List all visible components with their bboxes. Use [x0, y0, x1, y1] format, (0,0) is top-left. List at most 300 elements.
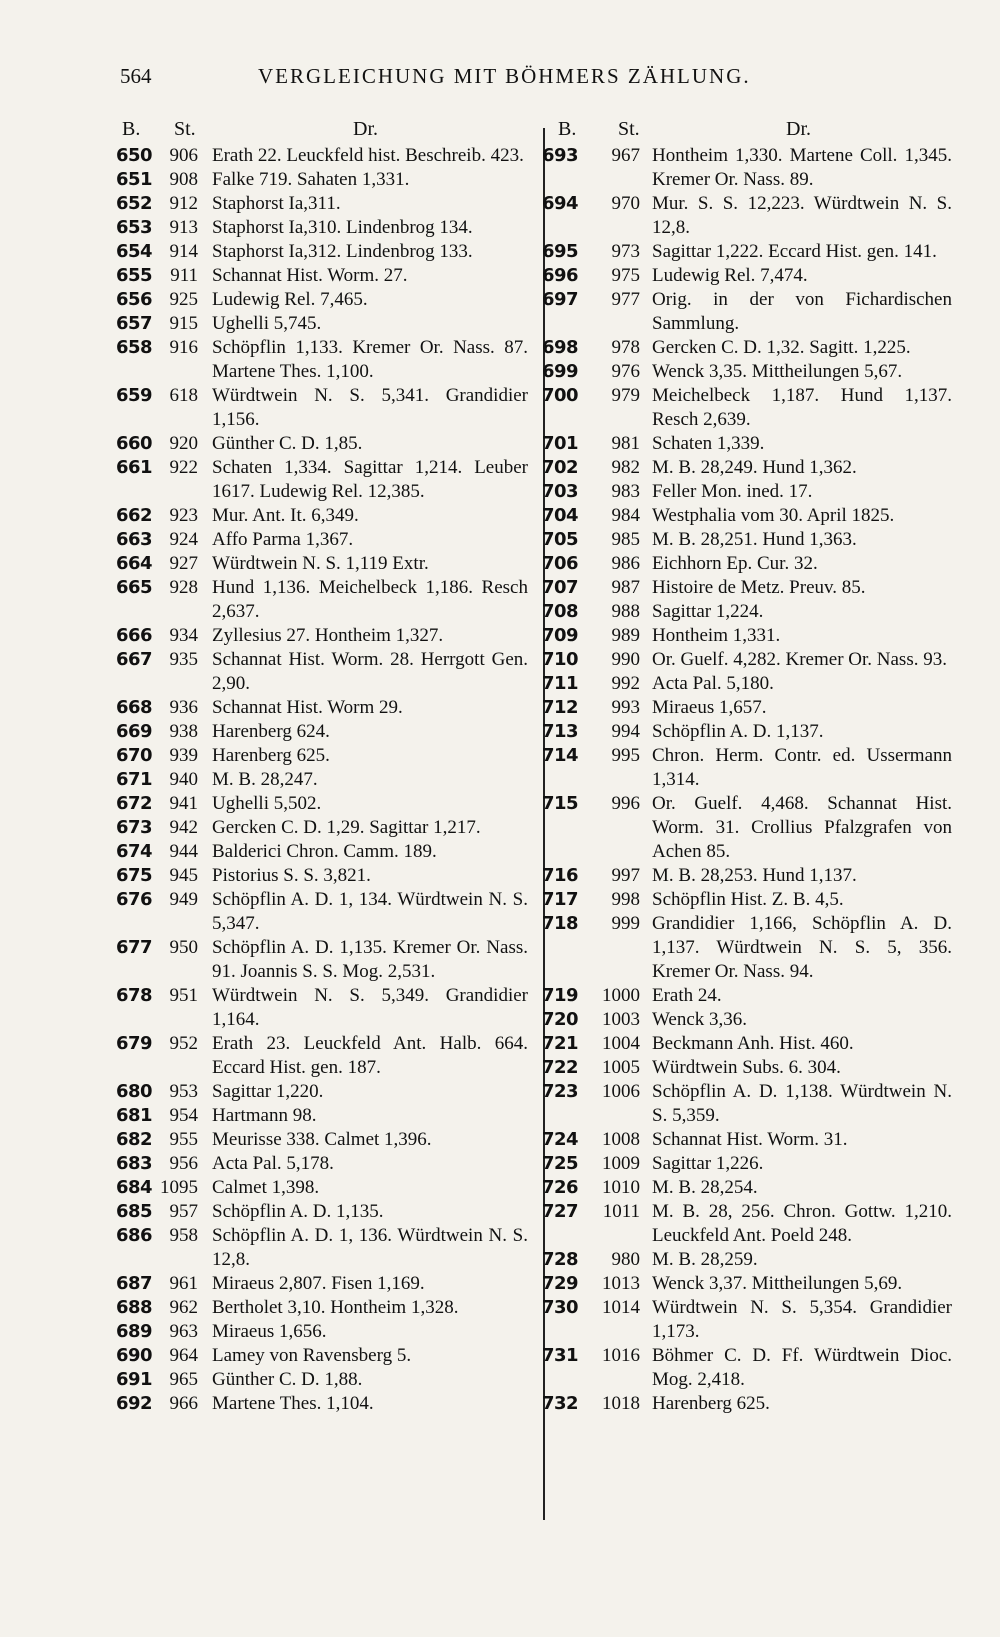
- print-references: Miraeus 1,657.: [652, 697, 767, 718]
- stumpf-number: 935: [169, 649, 198, 670]
- concordance-entry: [108, 1200, 540, 1224]
- print-references: Schöpflin 1,133. Kremer Or. Nass. 87. Martene Thes. 1,100.: [212, 337, 528, 382]
- concordance-entry: [108, 384, 540, 432]
- boehmer-number: 718: [542, 913, 579, 934]
- stumpf-number: 997: [611, 865, 640, 886]
- boehmer-number: 731: [542, 1345, 579, 1366]
- stumpf-number: 911: [170, 265, 198, 286]
- concordance-entry: [108, 864, 540, 888]
- concordance-entry: [108, 1176, 540, 1200]
- print-references: Lamey von Ravensberg 5.: [212, 1345, 412, 1366]
- concordance-entry: [540, 432, 980, 456]
- concordance-entry: [540, 720, 980, 744]
- boehmer-number: 667: [116, 649, 153, 670]
- left-column: [108, 118, 540, 1416]
- print-references: Beckmann Anh. Hist. 460.: [652, 1033, 854, 1054]
- concordance-entry: [540, 1296, 980, 1344]
- stumpf-number: 912: [169, 193, 198, 214]
- stumpf-number: 1010: [602, 1177, 640, 1198]
- concordance-entry: [108, 1272, 540, 1296]
- concordance-entry: [108, 1032, 540, 1080]
- print-references: Würdtwein N. S. 5,354. Grandidier 1,173.: [652, 1297, 952, 1342]
- boehmer-number: 696: [542, 265, 579, 286]
- concordance-entry: [108, 1128, 540, 1152]
- concordance-entry: [108, 432, 540, 456]
- concordance-entry: [540, 600, 980, 624]
- stumpf-number: 1018: [602, 1393, 640, 1414]
- print-references: Martene Thes. 1,104.: [212, 1393, 374, 1414]
- boehmer-number: 679: [116, 1033, 153, 1054]
- boehmer-number: 712: [542, 697, 579, 718]
- boehmer-number: 658: [116, 337, 153, 358]
- print-references: Grandidier 1,166, Schöpflin A. D. 1,137. Würdtwein N. S. 5, 356. Kremer Or. Nass. 94.: [652, 913, 952, 982]
- stumpf-number: 993: [611, 697, 640, 718]
- concordance-entry: [540, 1176, 980, 1200]
- stumpf-number: 908: [169, 169, 198, 190]
- concordance-entry: [108, 1392, 540, 1416]
- concordance-entry: [540, 144, 980, 192]
- boehmer-number: 727: [542, 1201, 579, 1222]
- stumpf-number: 986: [611, 553, 640, 574]
- stumpf-number: 1095: [160, 1177, 198, 1198]
- print-references: Meichelbeck 1,187. Hund 1,137. Resch 2,639.: [652, 385, 952, 430]
- boehmer-number: 651: [116, 169, 153, 190]
- print-references: Meurisse 338. Calmet 1,396.: [212, 1129, 432, 1150]
- boehmer-number: 685: [116, 1201, 153, 1222]
- stumpf-number: 1013: [602, 1273, 640, 1294]
- boehmer-number: 670: [116, 745, 153, 766]
- concordance-entry: [540, 696, 980, 720]
- boehmer-number: 732: [542, 1393, 579, 1414]
- stumpf-number: 923: [169, 505, 198, 526]
- stumpf-number: 939: [169, 745, 198, 766]
- boehmer-number: 654: [116, 241, 153, 262]
- concordance-entry: [108, 552, 540, 576]
- boehmer-number: 728: [542, 1249, 579, 1270]
- boehmer-number: 673: [116, 817, 153, 838]
- print-references: Würdtwein N. S. 1,119 Extr.: [212, 553, 429, 574]
- stumpf-number: 988: [611, 601, 640, 622]
- stumpf-number: 975: [611, 265, 640, 286]
- stumpf-number: 958: [169, 1225, 198, 1246]
- concordance-entry: [540, 888, 980, 912]
- print-references: M. B. 28,259.: [652, 1249, 758, 1270]
- stumpf-number: 924: [169, 529, 198, 550]
- print-references: Ludewig Rel. 7,465.: [212, 289, 368, 310]
- print-references: Hund 1,136. Meichelbeck 1,186. Resch 2,637.: [212, 577, 528, 622]
- concordance-entry: [540, 192, 980, 240]
- boehmer-number: 730: [542, 1297, 579, 1318]
- boehmer-number: 663: [116, 529, 153, 550]
- boehmer-number: 719: [542, 985, 579, 1006]
- concordance-entry: [540, 1272, 980, 1296]
- boehmer-number: 724: [542, 1129, 579, 1150]
- print-references: Hartmann 98.: [212, 1105, 317, 1126]
- print-references: Schaten 1,339.: [652, 433, 765, 454]
- header-dr: Dr.: [786, 118, 811, 140]
- concordance-entry: [108, 792, 540, 816]
- stumpf-number: 953: [169, 1081, 198, 1102]
- print-references: Orig. in der von Fichardischen Sammlung.: [652, 289, 952, 334]
- concordance-entry: [108, 1080, 540, 1104]
- boehmer-number: 699: [542, 361, 579, 382]
- print-references: Calmet 1,398.: [212, 1177, 320, 1198]
- print-references: Wenck 3,36.: [652, 1009, 748, 1030]
- print-references: Sagittar 1,222. Eccard Hist. gen. 141.: [652, 241, 937, 262]
- header-b: B.: [558, 118, 577, 140]
- print-references: Schöpflin A. D. 1,137.: [652, 721, 824, 742]
- boehmer-number: 725: [542, 1153, 579, 1174]
- boehmer-number: 656: [116, 289, 153, 310]
- stumpf-number: 927: [169, 553, 198, 574]
- concordance-entry: [108, 312, 540, 336]
- concordance-entry: [108, 336, 540, 384]
- concordance-entry: [540, 384, 980, 432]
- print-references: Ludewig Rel. 7,474.: [652, 265, 808, 286]
- stumpf-number: 928: [169, 577, 198, 598]
- stumpf-number: 914: [169, 241, 198, 262]
- boehmer-number: 660: [116, 433, 153, 454]
- print-references: M. B. 28,251. Hund 1,363.: [652, 529, 857, 550]
- stumpf-number: 1008: [602, 1129, 640, 1150]
- concordance-entry: [108, 1104, 540, 1128]
- concordance-entry: [540, 1344, 980, 1392]
- stumpf-number: 995: [611, 745, 640, 766]
- stumpf-number: 952: [169, 1033, 198, 1054]
- print-references: Mur. Ant. It. 6,349.: [212, 505, 359, 526]
- boehmer-number: 705: [542, 529, 579, 550]
- stumpf-number: 941: [169, 793, 198, 814]
- boehmer-number: 650: [116, 145, 153, 166]
- print-references: Wenck 3,35. Mittheilungen 5,67.: [652, 361, 903, 382]
- print-references: Acta Pal. 5,178.: [212, 1153, 334, 1174]
- concordance-entry: [108, 624, 540, 648]
- concordance-entry: [108, 1344, 540, 1368]
- header-dr: Dr.: [353, 118, 378, 140]
- boehmer-number: 680: [116, 1081, 153, 1102]
- print-references: Or. Guelf. 4,468. Schannat Hist. Worm. 31. Crollius Pfalzgrafen von Achen 85.: [652, 793, 952, 862]
- right-column: [540, 118, 980, 1416]
- stumpf-number: 1016: [602, 1345, 640, 1366]
- print-references: Schöpflin A. D. 1,135. Kremer Or. Nass. 91. Joannis S. S. Mog. 2,531.: [212, 937, 528, 982]
- concordance-entry: [108, 696, 540, 720]
- boehmer-number: 723: [542, 1081, 579, 1102]
- stumpf-number: 989: [611, 625, 640, 646]
- right-column-header: [540, 118, 980, 144]
- print-references: Würdtwein N. S. 5,349. Grandidier 1,164.: [212, 985, 528, 1030]
- stumpf-number: 954: [169, 1105, 198, 1126]
- stumpf-number: 987: [611, 577, 640, 598]
- boehmer-number: 690: [116, 1345, 153, 1366]
- boehmer-number: 676: [116, 889, 153, 910]
- boehmer-number: 694: [542, 193, 579, 214]
- print-references: Gercken C. D. 1,32. Sagitt. 1,225.: [652, 337, 911, 358]
- boehmer-number: 671: [116, 769, 153, 790]
- boehmer-number: 707: [542, 577, 579, 598]
- concordance-entry: [108, 1320, 540, 1344]
- concordance-entry: [540, 1056, 980, 1080]
- concordance-entry: [540, 336, 980, 360]
- concordance-entry: [540, 360, 980, 384]
- concordance-entry: [540, 1248, 980, 1272]
- boehmer-number: 716: [542, 865, 579, 886]
- concordance-entry: [108, 816, 540, 840]
- concordance-entry: [108, 720, 540, 744]
- print-references: Staphorst Ia,311.: [212, 193, 341, 214]
- print-references: Staphorst Ia,312. Lindenbrog 133.: [212, 241, 473, 262]
- boehmer-number: 677: [116, 937, 153, 958]
- print-references: Schannat Hist. Worm 29.: [212, 697, 403, 718]
- stumpf-number: 978: [611, 337, 640, 358]
- print-references: Schannat Hist. Worm. 31.: [652, 1129, 848, 1150]
- boehmer-number: 703: [542, 481, 579, 502]
- stumpf-number: 967: [611, 145, 640, 166]
- print-references: Bertholet 3,10. Hontheim 1,328.: [212, 1297, 459, 1318]
- page-header: [120, 64, 890, 94]
- concordance-entry: [108, 840, 540, 864]
- print-references: Miraeus 2,807. Fisen 1,169.: [212, 1273, 425, 1294]
- boehmer-number: 675: [116, 865, 153, 886]
- page-number: 564: [120, 64, 152, 88]
- stumpf-number: 964: [169, 1345, 198, 1366]
- concordance-entry: [108, 168, 540, 192]
- concordance-entry: [108, 1224, 540, 1272]
- stumpf-number: 961: [169, 1273, 198, 1294]
- header-b: B.: [122, 118, 141, 140]
- stumpf-number: 1009: [602, 1153, 640, 1174]
- stumpf-number: 940: [169, 769, 198, 790]
- concordance-entry: [540, 1200, 980, 1248]
- concordance-entry: [108, 984, 540, 1032]
- concordance-entry: [108, 576, 540, 624]
- print-references: Hontheim 1,330. Martene Coll. 1,345. Kremer Or. Nass. 89.: [652, 145, 952, 190]
- concordance-entry: [108, 744, 540, 768]
- stumpf-number: 1006: [602, 1081, 640, 1102]
- concordance-entry: [108, 888, 540, 936]
- print-references: Schannat Hist. Worm. 28. Herrgott Gen. 2,90.: [212, 649, 528, 694]
- concordance-entry: [540, 264, 980, 288]
- boehmer-number: 661: [116, 457, 153, 478]
- stumpf-number: 981: [611, 433, 640, 454]
- concordance-entry: [108, 216, 540, 240]
- boehmer-number: 695: [542, 241, 579, 262]
- print-references: Schöpflin A. D. 1, 134. Würdtwein N. S. 5,347.: [212, 889, 528, 934]
- boehmer-number: 722: [542, 1057, 579, 1078]
- stumpf-number: 925: [169, 289, 198, 310]
- boehmer-number: 664: [116, 553, 153, 574]
- boehmer-number: 689: [116, 1321, 153, 1342]
- print-references: Miraeus 1,656.: [212, 1321, 327, 1342]
- print-references: Schöpflin A. D. 1,138. Würdtwein N. S. 5,359.: [652, 1081, 952, 1126]
- boehmer-number: 662: [116, 505, 153, 526]
- boehmer-number: 713: [542, 721, 579, 742]
- stumpf-number: 977: [611, 289, 640, 310]
- stumpf-number: 906: [169, 145, 198, 166]
- boehmer-number: 715: [542, 793, 579, 814]
- boehmer-number: 681: [116, 1105, 153, 1126]
- print-references: Gercken C. D. 1,29. Sagittar 1,217.: [212, 817, 481, 838]
- stumpf-number: 920: [169, 433, 198, 454]
- concordance-entry: [540, 864, 980, 888]
- boehmer-number: 698: [542, 337, 579, 358]
- stumpf-number: 1003: [602, 1009, 640, 1030]
- print-references: Schöpflin Hist. Z. B. 4,5.: [652, 889, 844, 910]
- boehmer-number: 657: [116, 313, 153, 334]
- print-references: Schaten 1,334. Sagittar 1,214. Leuber 1617. Ludewig Rel. 12,385.: [212, 457, 528, 502]
- stumpf-number: 990: [611, 649, 640, 670]
- stumpf-number: 963: [169, 1321, 198, 1342]
- concordance-entry: [540, 528, 980, 552]
- boehmer-number: 701: [542, 433, 579, 454]
- stumpf-number: 965: [169, 1369, 198, 1390]
- boehmer-number: 693: [542, 145, 579, 166]
- print-references: Feller Mon. ined. 17.: [652, 481, 813, 502]
- print-references: Sagittar 1,224.: [652, 601, 764, 622]
- concordance-entry: [108, 288, 540, 312]
- stumpf-number: 922: [169, 457, 198, 478]
- concordance-entry: [540, 1128, 980, 1152]
- stumpf-number: 966: [169, 1393, 198, 1414]
- boehmer-number: 655: [116, 265, 153, 286]
- boehmer-number: 702: [542, 457, 579, 478]
- concordance-entry: [540, 984, 980, 1008]
- print-references: Mur. S. S. 12,223. Würdtwein N. S. 12,8.: [652, 193, 952, 238]
- concordance-entry: [540, 240, 980, 264]
- concordance-entry: [540, 552, 980, 576]
- boehmer-number: 682: [116, 1129, 153, 1150]
- concordance-entry: [108, 936, 540, 984]
- stumpf-number: 949: [169, 889, 198, 910]
- running-title: VERGLEICHUNG MIT BÖHMERS ZÄHLUNG.: [258, 64, 751, 88]
- boehmer-number: 688: [116, 1297, 153, 1318]
- print-references: Erath 24.: [652, 985, 722, 1006]
- boehmer-number: 659: [116, 385, 153, 406]
- boehmer-number: 692: [116, 1393, 153, 1414]
- concordance-entry: [540, 792, 980, 864]
- boehmer-number: 697: [542, 289, 579, 310]
- boehmer-number: 684: [116, 1177, 153, 1198]
- stumpf-number: 956: [169, 1153, 198, 1174]
- concordance-entry: [108, 504, 540, 528]
- stumpf-number: 994: [611, 721, 640, 742]
- concordance-entry: [540, 648, 980, 672]
- concordance-entry: [108, 192, 540, 216]
- stumpf-number: 992: [611, 673, 640, 694]
- boehmer-number: 686: [116, 1225, 153, 1246]
- stumpf-number: 983: [611, 481, 640, 502]
- print-references: Staphorst Ia,310. Lindenbrog 134.: [212, 217, 473, 238]
- print-references: Or. Guelf. 4,282. Kremer Or. Nass. 93.: [652, 649, 947, 670]
- concordance-entry: [540, 672, 980, 696]
- boehmer-number: 700: [542, 385, 579, 406]
- boehmer-number: 687: [116, 1273, 153, 1294]
- concordance-entry: [540, 288, 980, 336]
- stumpf-number: 942: [169, 817, 198, 838]
- left-column-header: [108, 118, 540, 144]
- boehmer-number: 720: [542, 1009, 579, 1030]
- print-references: Acta Pal. 5,180.: [652, 673, 774, 694]
- print-references: Zyllesius 27. Hontheim 1,327.: [212, 625, 444, 646]
- boehmer-number: 708: [542, 601, 579, 622]
- print-references: Wenck 3,37. Mittheilungen 5,69.: [652, 1273, 903, 1294]
- concordance-entry: [540, 576, 980, 600]
- concordance-entry: [540, 912, 980, 984]
- boehmer-number: 652: [116, 193, 153, 214]
- right-entry-list: [540, 144, 980, 1416]
- stumpf-number: 944: [169, 841, 198, 862]
- boehmer-number: 704: [542, 505, 579, 526]
- stumpf-number: 973: [611, 241, 640, 262]
- boehmer-number: 668: [116, 697, 153, 718]
- stumpf-number: 1014: [602, 1297, 640, 1318]
- stumpf-number: 979: [611, 385, 640, 406]
- concordance-entry: [540, 480, 980, 504]
- print-references: Eichhorn Ep. Cur. 32.: [652, 553, 818, 574]
- boehmer-number: 721: [542, 1033, 579, 1054]
- print-references: M. B. 28,247.: [212, 769, 318, 790]
- stumpf-number: 985: [611, 529, 640, 550]
- stumpf-number: 998: [611, 889, 640, 910]
- stumpf-number: 980: [611, 1249, 640, 1270]
- stumpf-number: 945: [169, 865, 198, 886]
- print-references: Würdtwein N. S. 5,341. Grandidier 1,156.: [212, 385, 528, 430]
- boehmer-number: 678: [116, 985, 153, 1006]
- print-references: Ughelli 5,745.: [212, 313, 322, 334]
- print-references: Günther C. D. 1,88.: [212, 1369, 363, 1390]
- stumpf-number: 982: [611, 457, 640, 478]
- print-references: Falke 719. Sahaten 1,331.: [212, 169, 410, 190]
- boehmer-number: 665: [116, 577, 153, 598]
- stumpf-number: 916: [169, 337, 198, 358]
- stumpf-number: 996: [611, 793, 640, 814]
- print-references: Harenberg 625.: [212, 745, 330, 766]
- concordance-entry: [540, 744, 980, 792]
- stumpf-number: 934: [169, 625, 198, 646]
- print-references: Harenberg 624.: [212, 721, 330, 742]
- print-references: Histoire de Metz. Preuv. 85.: [652, 577, 866, 598]
- stumpf-number: 913: [169, 217, 198, 238]
- stumpf-number: 976: [611, 361, 640, 382]
- print-references: M. B. 28,249. Hund 1,362.: [652, 457, 857, 478]
- boehmer-number: 674: [116, 841, 153, 862]
- print-references: Sagittar 1,220.: [212, 1081, 324, 1102]
- print-references: Günther C. D. 1,85.: [212, 433, 363, 454]
- print-references: Chron. Herm. Contr. ed. Ussermann 1,314.: [652, 745, 952, 790]
- boehmer-number: 729: [542, 1273, 579, 1294]
- stumpf-number: 915: [169, 313, 198, 334]
- stumpf-number: 1011: [602, 1201, 640, 1222]
- concordance-entry: [108, 456, 540, 504]
- stumpf-number: 957: [169, 1201, 198, 1222]
- concordance-entry: [540, 1152, 980, 1176]
- concordance-entry: [540, 1080, 980, 1128]
- stumpf-number: 938: [169, 721, 198, 742]
- print-references: Böhmer C. D. Ff. Würdtwein Dioc. Mog. 2,418.: [652, 1345, 952, 1390]
- concordance-entry: [540, 624, 980, 648]
- concordance-entry: [108, 648, 540, 696]
- header-st: St.: [618, 118, 640, 140]
- boehmer-number: 706: [542, 553, 579, 574]
- stumpf-number: 962: [169, 1297, 198, 1318]
- print-references: M. B. 28, 256. Chron. Gottw. 1,210. Leuckfeld Ant. Poeld 248.: [652, 1201, 952, 1246]
- print-references: Ughelli 5,502.: [212, 793, 322, 814]
- boehmer-number: 726: [542, 1177, 579, 1198]
- print-references: Würdtwein Subs. 6. 304.: [652, 1057, 841, 1078]
- stumpf-number: 618: [169, 385, 198, 406]
- boehmer-number: 691: [116, 1369, 153, 1390]
- stumpf-number: 999: [611, 913, 640, 934]
- concordance-entry: [540, 504, 980, 528]
